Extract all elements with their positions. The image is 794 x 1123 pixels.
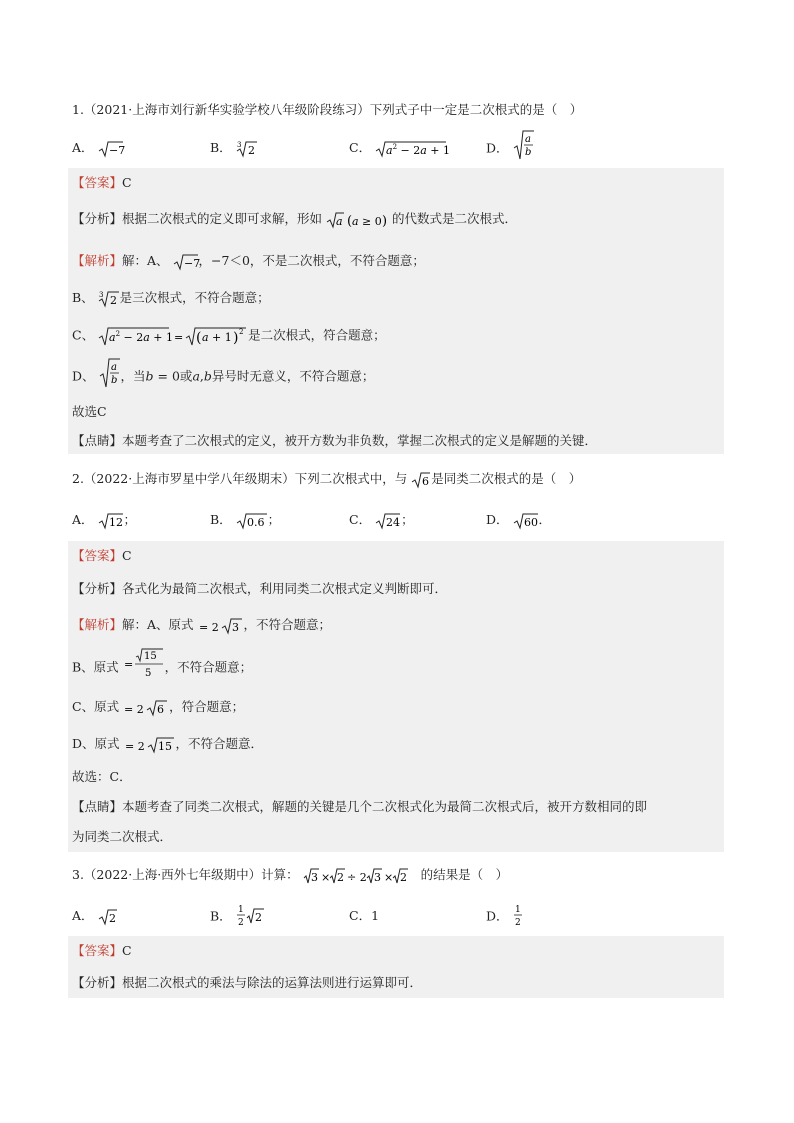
svg-text:a ≥ 0: a ≥ 0 (352, 214, 382, 228)
svg-text:2: 2 (399, 870, 407, 884)
q3-analysis (72, 973, 724, 993)
q3-answer-value: C (122, 943, 132, 958)
svg-text:2: 2 (108, 911, 116, 925)
q2-option-d-label: D． (486, 512, 509, 527)
q1-analysis-text-b: 的代数式是二次根式． (392, 211, 518, 226)
q3-stem-b: 的结果是（ ） (420, 867, 509, 882)
q2-analysis-tag: 【分析】 (72, 581, 123, 596)
q1-option-a-label: A． (72, 140, 94, 155)
svg-text:3: 3 (231, 620, 239, 634)
svg-text:÷ 2: ÷ 2 (346, 870, 367, 884)
q2-analysis (72, 579, 724, 599)
svg-text:2: 2 (109, 293, 117, 307)
q1-comment-text: 本题考查了二次根式的定义，被开方数为非负数，掌握二次根式的定义是解题的关键． (122, 433, 598, 448)
svg-text:a: a (110, 362, 117, 373)
q3-option-b-label: B． (210, 908, 232, 924)
q2-option-b-sep: ； (267, 512, 281, 527)
q1-solution-line-2 (72, 288, 724, 308)
svg-text:12: 12 (108, 515, 123, 529)
svg-text:2: 2 (514, 918, 521, 928)
q1-solution-4-math-ab: a,b (192, 368, 212, 384)
svg-text:= 2: = 2 (124, 702, 144, 716)
q2-solution-4-math (124, 736, 176, 754)
svg-text:1: 1 (237, 905, 244, 915)
q3-options (72, 906, 724, 926)
svg-text:a: a (524, 134, 531, 145)
q1-options (72, 134, 724, 158)
q1-option-d-label: D． (486, 140, 509, 156)
q3-option-a-label: A． (72, 908, 94, 923)
svg-text:6: 6 (422, 474, 430, 488)
q2-analysis-text: 各式化为最简二次根式，利用同类二次根式定义判断即可． (122, 581, 448, 596)
q3-stem-a: 3.（2022·上海·西外七年级期中）计算： (72, 867, 299, 882)
q3-option-b-math (236, 902, 266, 928)
svg-text:b: b (110, 375, 117, 386)
q2-answer-tag: 【答案】 (72, 548, 123, 563)
svg-text:2: 2 (254, 911, 262, 924)
q1-option-b-label: B． (210, 140, 232, 155)
svg-text:3: 3 (373, 870, 381, 884)
q1-comment-tag: 【点睛】 (72, 433, 123, 448)
q2-solution-tag: 【解析】 (72, 617, 123, 632)
svg-text:2: 2 (336, 870, 344, 884)
svg-text:): ) (382, 213, 388, 229)
q1-answer-tag: 【答案】 (72, 175, 123, 190)
q2-stem (72, 469, 724, 489)
q1-solution-4-math-frac (99, 358, 121, 388)
q1-solution-3-math (98, 325, 248, 347)
q1-solution-line-3 (72, 325, 724, 345)
q1-option-c-math (375, 140, 451, 158)
q1-solution-4d: 异号时无意义，不符合题意； (211, 368, 375, 384)
q3-option-c-value: 1 (371, 908, 380, 923)
q2-solution-line-4 (72, 734, 724, 754)
q2-choose: 故选：C． (72, 769, 132, 784)
svg-text:24: 24 (386, 515, 401, 529)
svg-text:=: = (174, 331, 184, 344)
q1-option-d-math (513, 130, 535, 160)
svg-text:= 2: = 2 (124, 739, 145, 753)
q2-solution-4b: ，不符合题意． (175, 736, 264, 751)
svg-text:2: 2 (247, 143, 255, 157)
svg-text:1: 1 (514, 905, 521, 915)
svg-text:15: 15 (143, 651, 157, 662)
q1-answer-value: C (122, 175, 132, 190)
q1-solution-3b: 是二次根式，符合题意； (248, 327, 386, 343)
q1-option-c-label: C． (349, 140, 372, 155)
q3-analysis-tag: 【分析】 (72, 975, 123, 990)
q2-option-c-math (375, 512, 401, 530)
q1-solution-2-math (98, 290, 120, 308)
q2-solution-line-1 (72, 615, 724, 635)
q2-options (72, 510, 724, 530)
q1-solution-4c: 或 (179, 368, 193, 384)
q2-option-a-math (98, 512, 124, 530)
svg-text:0.6: 0.6 (246, 515, 265, 529)
svg-text:6: 6 (157, 702, 165, 716)
q2-option-c-label: C． (349, 512, 372, 527)
q1-analysis-text-a: 根据二次根式的定义即可求解，形如 (122, 211, 323, 226)
q3-option-a-math (98, 908, 118, 926)
q2-solution-2a: B、原式 (72, 659, 119, 675)
q1-analysis-math (326, 211, 388, 229)
q2-option-a-sep: ； (123, 512, 137, 527)
svg-text:2: 2 (237, 918, 244, 928)
q2-solution-1b: ，不符合题意； (243, 617, 332, 632)
q1-solution-1b: ，−7＜0，不是二次根式，不符合题意； (198, 253, 425, 268)
q2-solution-2b: ，不符合题意； (164, 659, 253, 675)
svg-text:3: 3 (98, 290, 104, 299)
svg-text:a: a (336, 214, 343, 228)
q3-answer (72, 941, 724, 961)
svg-text:3: 3 (236, 140, 242, 149)
q1-analysis-tag: 【分析】 (72, 211, 123, 226)
svg-text:×: × (383, 870, 393, 884)
svg-text:(: ( (196, 330, 202, 346)
q1-solution-line-1 (72, 251, 724, 271)
q2-comment-text-1: 本题考查了同类二次根式，解题的关键是几个二次根式化为最简二次根式后，被开方数相同的即 (122, 799, 648, 814)
svg-text:): ) (233, 330, 239, 346)
q1-option-a-math (98, 140, 124, 158)
svg-text:a2 − 2a + 1: $a^2 - 2a + 1$ (386, 142, 451, 157)
q1-solution-3a: C、 (72, 327, 95, 343)
q3-answer-tag: 【答案】 (72, 943, 123, 958)
svg-text:2: 2 (239, 328, 244, 336)
q3-stem-math (303, 867, 421, 885)
q2-option-a-label: A． (72, 512, 94, 527)
q1-solution-1-math (173, 253, 199, 271)
q3-stem (72, 865, 724, 885)
q2-solution-1a: 解：A、原式 (122, 617, 194, 632)
q1-solution-2b: 是三次根式，不符合题意； (119, 290, 270, 305)
q2-option-d-end: ． (538, 512, 552, 527)
q2-solution-3-math (123, 699, 169, 717)
q1-solution-4a: D、 (72, 368, 95, 384)
svg-text:3: 3 (310, 870, 318, 884)
q1-option-b-math (236, 140, 258, 158)
q2-option-c-sep: ； (401, 512, 414, 527)
q1-analysis (72, 209, 724, 229)
svg-text:(: ( (347, 213, 353, 229)
q2-solution-1-math (198, 617, 244, 635)
q1-solution-2a: B、 (72, 290, 94, 305)
q2-solution-line-3 (72, 697, 724, 717)
svg-text:=: = (123, 658, 133, 671)
q2-comment-line-2: 为同类二次根式． (72, 829, 173, 844)
q2-option-b-math (236, 512, 268, 530)
q3-option-d-math (513, 902, 525, 928)
svg-text:15: 15 (157, 739, 172, 753)
q1-solution-1a: 解：A、 (122, 253, 173, 268)
svg-text:60: 60 (523, 515, 538, 529)
svg-text:5: 5 (144, 668, 152, 679)
q2-solution-3b: ，符合题意； (169, 699, 245, 714)
svg-text:a + 1: a + 1 (202, 331, 232, 344)
q3-option-c-label: C． (349, 908, 372, 923)
q2-option-b-label: B． (210, 512, 232, 527)
svg-text:−7: −7 (108, 143, 125, 157)
svg-text:a2 − 2a + 1: $a^2 - 2a + 1$ (109, 330, 174, 344)
q2-option-d-math (513, 512, 539, 530)
q2-solution-3a: C、原式 (72, 699, 120, 714)
q2-comment-line-1 (72, 797, 724, 817)
svg-text:= 2: = 2 (198, 620, 219, 634)
q2-solution-2-math (123, 648, 165, 680)
q3-analysis-text: 根据二次根式的乘法与除法的运算法则进行运算即可． (122, 975, 423, 990)
q2-solution-4a: D、原式 (72, 736, 120, 751)
q3-option-d-label: D． (486, 908, 509, 924)
svg-text:b: b (524, 147, 531, 158)
q1-solution-4-math-b0: b = 0 (145, 368, 180, 384)
q2-stem-b: 是同类二次根式的是（ ） (431, 471, 582, 486)
q2-stem-a: 2.（2022·上海市罗星中学八年级期末）下列二次根式中，与 (72, 471, 408, 486)
svg-text:−7: −7 (183, 256, 200, 270)
q2-stem-math (411, 471, 431, 489)
q1-stem: 1.（2021·上海市刘行新华实验学校八年级阶段练习）下列式子中一定是二次根式的是（ ） (72, 102, 583, 117)
q2-comment-tag: 【点睛】 (72, 799, 123, 814)
q1-solution-4b: ，当 (120, 368, 146, 384)
q1-choose: 故选C (72, 404, 107, 419)
svg-text:×: × (320, 870, 330, 884)
q1-comment (72, 431, 724, 451)
q1-answer (72, 173, 724, 193)
q1-solution-tag: 【解析】 (72, 253, 123, 268)
q2-answer (72, 546, 724, 566)
q2-answer-value: C (122, 548, 132, 563)
q1-solution-line-4 (72, 362, 724, 386)
q2-solution-line-2 (72, 651, 724, 679)
